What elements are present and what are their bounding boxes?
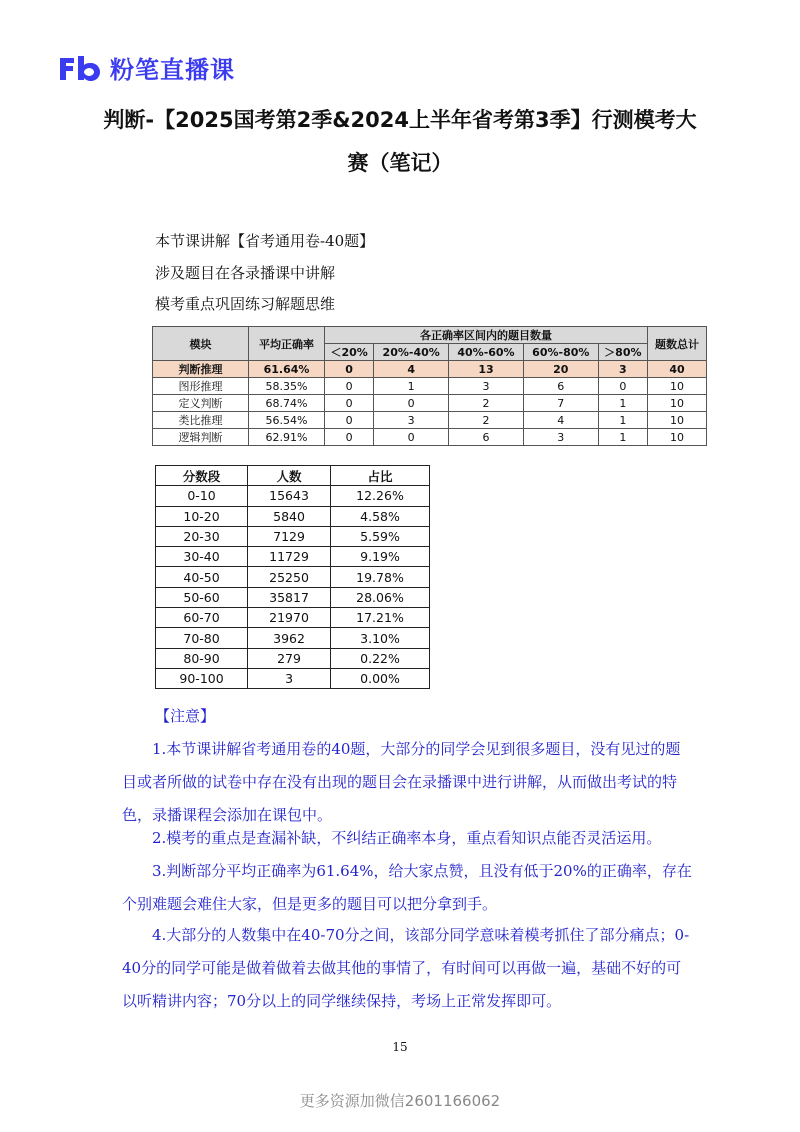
cell: 3 xyxy=(598,361,647,378)
cell: 图形推理 xyxy=(153,378,249,395)
intro-line: 模考重点巩固练习解题思维 xyxy=(155,295,336,313)
cell: 判断推理 xyxy=(153,361,249,378)
table-row xyxy=(153,378,707,395)
table-header-row xyxy=(153,327,707,344)
cell: 4.58% xyxy=(331,506,430,526)
table-row xyxy=(156,486,430,506)
table-row xyxy=(156,608,430,628)
cell: 5840 xyxy=(248,506,331,526)
header-cell: 人数 xyxy=(248,466,331,486)
cell: 10 xyxy=(648,412,707,429)
table-row xyxy=(153,429,707,446)
table-row xyxy=(156,526,430,546)
cell: 4 xyxy=(374,361,449,378)
header-cell: 分数段 xyxy=(156,466,248,486)
cell: 3 xyxy=(248,668,331,688)
accuracy-table xyxy=(152,326,707,446)
cell: 70-80 xyxy=(156,628,248,648)
header-range: 40%-60% xyxy=(449,344,524,361)
cell: 60-70 xyxy=(156,608,248,628)
note-paragraph: 3.判断部分平均正确率为61.64%，给大家点赞，且没有低于20%的正确率，存在个别难题会难住大家，但是更多的题目可以把分拿到手。 xyxy=(122,862,692,913)
cell: 40 xyxy=(648,361,707,378)
cell: 20 xyxy=(523,361,598,378)
cell: 12.26% xyxy=(331,486,430,506)
cell: 6 xyxy=(523,378,598,395)
cell: 35817 xyxy=(248,587,331,607)
header-range: ＞80% xyxy=(598,344,647,361)
brand-logo xyxy=(58,50,235,85)
cell: 30-40 xyxy=(156,547,248,567)
header-cell: 占比 xyxy=(331,466,430,486)
cell: 25250 xyxy=(248,567,331,587)
cell: 17.21% xyxy=(331,608,430,628)
cell: 1 xyxy=(598,395,647,412)
cell: 3 xyxy=(374,412,449,429)
cell: 4 xyxy=(523,412,598,429)
header-range: 20%-40% xyxy=(374,344,449,361)
cell: 279 xyxy=(248,648,331,668)
cell: 10 xyxy=(648,429,707,446)
cell: 0 xyxy=(325,395,374,412)
cell: 1 xyxy=(598,412,647,429)
cell: 40-50 xyxy=(156,567,248,587)
cell: 6 xyxy=(449,429,524,446)
table-row xyxy=(156,506,430,526)
cell: 类比推理 xyxy=(153,412,249,429)
cell: 0 xyxy=(325,412,374,429)
table-row xyxy=(153,395,707,412)
cell: 7129 xyxy=(248,526,331,546)
page-title-line2: 赛（笔记） xyxy=(347,151,453,175)
cell: 3962 xyxy=(248,628,331,648)
cell: 10 xyxy=(648,378,707,395)
page-title-line1: 判断-【2025国考第2季&2024上半年省考第3季】行测模考大 xyxy=(103,108,697,132)
cell: 逻辑判断 xyxy=(153,429,249,446)
table-row xyxy=(156,668,430,688)
cell: 28.06% xyxy=(331,587,430,607)
brand-name: 粉笔直播课 xyxy=(110,56,235,84)
intro-line: 本节课讲解【省考通用卷-40题】 xyxy=(155,232,375,250)
cell: 0 xyxy=(374,395,449,412)
table-row xyxy=(156,648,430,668)
cell: 11729 xyxy=(248,547,331,567)
cell: 5.59% xyxy=(331,526,430,546)
cell: 定义判断 xyxy=(153,395,249,412)
footer-watermark: 更多资源加微信2601166062 xyxy=(299,1092,501,1110)
cell: 13 xyxy=(449,361,524,378)
note-paragraph: 2.模考的重点是查漏补缺，不纠结正确率本身，重点看知识点能否灵活运用。 xyxy=(152,829,662,847)
table-row xyxy=(156,587,430,607)
cell: 3.10% xyxy=(331,628,430,648)
table-row xyxy=(153,412,707,429)
cell: 61.64% xyxy=(249,361,325,378)
cell: 3 xyxy=(523,429,598,446)
score-distribution-table xyxy=(155,465,430,689)
cell: 2 xyxy=(449,395,524,412)
cell: 0.00% xyxy=(331,668,430,688)
cell: 80-90 xyxy=(156,648,248,668)
header-range: 60%-80% xyxy=(523,344,598,361)
table-header-row xyxy=(156,466,430,486)
cell: 10 xyxy=(648,395,707,412)
page-number: 15 xyxy=(392,1040,408,1054)
cell: 62.91% xyxy=(249,429,325,446)
cell: 7 xyxy=(523,395,598,412)
header-range: ＜20% xyxy=(325,344,374,361)
cell: 0 xyxy=(325,378,374,395)
header-total: 题数总计 xyxy=(648,327,707,361)
cell: 56.54% xyxy=(249,412,325,429)
intro-line: 涉及题目在各录播课中讲解 xyxy=(155,264,336,282)
cell: 15643 xyxy=(248,486,331,506)
fb-logo-icon xyxy=(58,54,102,82)
table-row xyxy=(156,628,430,648)
table-row xyxy=(156,547,430,567)
header-range-group: 各正确率区间内的题目数量 xyxy=(325,327,648,344)
notes-heading: 【注意】 xyxy=(155,707,216,725)
note-paragraph: 4.大部分的人数集中在40-70分之间，该部分同学意味着模考抓住了部分痛点；0-40分的同学可能是做着做着去做其他的事情了，有时间可以再做一遍，基础不好的可以听精讲内容；70分以上的同学继续保持，考场上正常发挥即可。 xyxy=(122,926,690,1010)
cell: 2 xyxy=(449,412,524,429)
cell: 1 xyxy=(374,378,449,395)
note-paragraph: 1.本节课讲解省考通用卷的40题，大部分的同学会见到很多题目，没有见过的题目或者所做的试卷中存在没有出现的题目会在录播课中进行讲解，从而做出考试的特色，录播课程会添加在课包中。 xyxy=(122,740,681,824)
header-avg: 平均正确率 xyxy=(249,327,325,361)
cell: 90-100 xyxy=(156,668,248,688)
cell: 0 xyxy=(598,378,647,395)
cell: 0.22% xyxy=(331,648,430,668)
cell: 50-60 xyxy=(156,587,248,607)
table-row xyxy=(153,361,707,378)
cell: 0 xyxy=(325,361,374,378)
cell: 10-20 xyxy=(156,506,248,526)
cell: 21970 xyxy=(248,608,331,628)
cell: 58.35% xyxy=(249,378,325,395)
cell: 19.78% xyxy=(331,567,430,587)
cell: 68.74% xyxy=(249,395,325,412)
table-row xyxy=(156,567,430,587)
cell: 20-30 xyxy=(156,526,248,546)
cell: 0 xyxy=(325,429,374,446)
cell: 0 xyxy=(374,429,449,446)
cell: 9.19% xyxy=(331,547,430,567)
header-module: 模块 xyxy=(153,327,249,361)
cell: 1 xyxy=(598,429,647,446)
cell: 3 xyxy=(449,378,524,395)
cell: 0-10 xyxy=(156,486,248,506)
